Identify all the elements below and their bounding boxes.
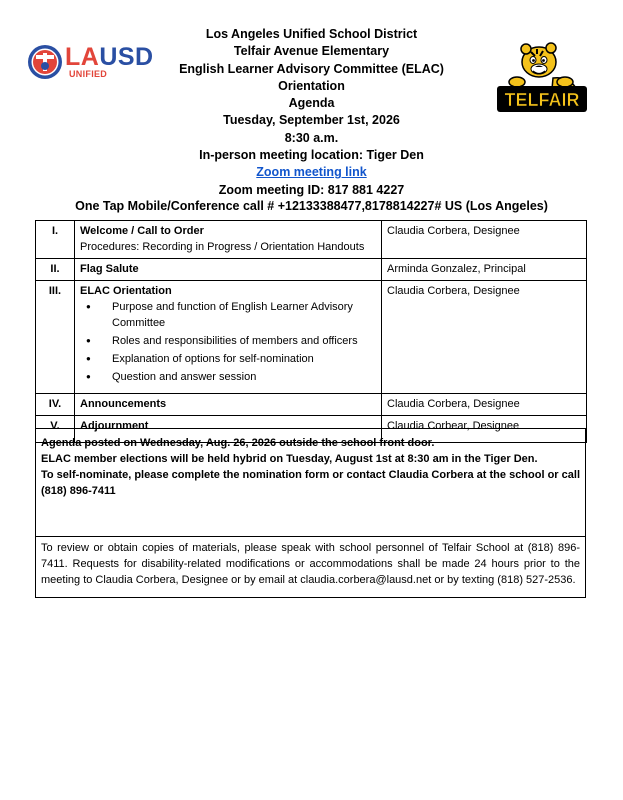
agenda-item-presenter: Claudia Corbera, Designee xyxy=(382,394,587,416)
agenda-item-title: Adjournment xyxy=(80,420,149,432)
agenda-item-number: I. xyxy=(36,221,75,259)
agenda-item-number: IV. xyxy=(36,394,75,416)
agenda-item-presenter: Claudia Corbear, Designee xyxy=(382,416,587,443)
materials-notice: To review or obtain copies of materials, please speak with school personnel of Telfair School at (818) 896-7411. Requests for disability-related modifications or accommodations shall be made 24 hours prior to the meeting to Claudia Corbera, Designee or by email at claudia.corbera@lausd.net or by texting (818) 527-2536. xyxy=(41,542,580,586)
meeting-date: Tuesday, September 1st, 2026 xyxy=(223,113,400,128)
agenda-item-presenter: Claudia Corbera, Designee xyxy=(382,221,587,259)
agenda-bullet: ● Roles and responsibilities of members and officers xyxy=(112,333,377,349)
agenda-row xyxy=(36,259,587,281)
school-name: Telfair Avenue Elementary xyxy=(233,44,390,59)
agenda-item-number: III. xyxy=(36,281,75,394)
agenda-bullet: ● Purpose and function of English Learner Advisory Committee xyxy=(112,299,377,331)
meeting-time: 8:30 a.m. xyxy=(284,130,339,145)
session-title: Orientation xyxy=(278,78,345,93)
agenda-item-title: ELAC Orientation xyxy=(80,285,172,297)
meeting-location: In-person meeting location: Tiger Den xyxy=(199,148,424,163)
agenda-item-detail: Procedures: Recording in Progress / Orientation Handouts xyxy=(80,241,365,253)
agenda-row xyxy=(36,281,587,394)
agenda-bullet-list xyxy=(80,299,377,385)
agenda-item-cell xyxy=(75,394,382,416)
election-notice: ELAC member elections will be held hybrid on Tuesday, August 1st at 8:30 am in the Tiger Den. xyxy=(41,453,538,465)
zoom-meeting-link[interactable]: Zoom meeting link xyxy=(256,165,367,180)
committee-name: English Learner Advisory Committee (ELAC) xyxy=(179,61,444,76)
one-tap-mobile-number: One Tap Mobile/Conference call # +12133388477,8178814227# US (Los Angeles) xyxy=(75,199,548,213)
agenda-item-cell xyxy=(75,221,382,259)
posting-notice: Agenda posted on Wednesday, Aug. 26, 2026 outside the school front door. xyxy=(41,437,435,449)
agenda-item-cell xyxy=(75,281,382,394)
agenda-row xyxy=(36,394,587,416)
agenda-bullet: ● Question and answer session xyxy=(112,369,377,385)
lausd-wordmark: LAUSD xyxy=(65,43,154,71)
lausd-seal-icon xyxy=(27,44,63,80)
agenda-item-presenter: Arminda Gonzalez, Principal xyxy=(382,259,587,281)
agenda-item-number: II. xyxy=(36,259,75,281)
notice-box xyxy=(35,428,586,598)
agenda-item-presenter: Claudia Corbera, Designee xyxy=(382,281,587,394)
agenda-header xyxy=(80,26,543,199)
agenda-item-title: Welcome / Call to Order xyxy=(80,225,204,237)
agenda-item-number: V. xyxy=(36,416,75,443)
notice-divider xyxy=(36,536,585,537)
zoom-meeting-id: Zoom meeting ID: 817 881 4227 xyxy=(218,182,405,197)
agenda-item-cell xyxy=(75,259,382,281)
agenda-table xyxy=(35,220,587,443)
agenda-item-title: Announcements xyxy=(80,398,167,410)
agenda-row xyxy=(36,221,587,259)
nomination-notice: To self-nominate, please complete the nomination form or contact Claudia Corbera at the school or call (818) 896-7411 xyxy=(41,469,580,497)
district-name: Los Angeles Unified School District xyxy=(205,27,418,41)
document-type: Agenda xyxy=(288,96,335,111)
agenda-item-title: Flag Salute xyxy=(80,263,139,275)
agenda-bullet: ● Explanation of options for self-nomination xyxy=(112,351,377,367)
lausd-unified-label: UNIFIED xyxy=(69,69,108,79)
tiger-wordmark: TELFAIR xyxy=(504,90,580,110)
notice-announcements xyxy=(36,429,585,535)
